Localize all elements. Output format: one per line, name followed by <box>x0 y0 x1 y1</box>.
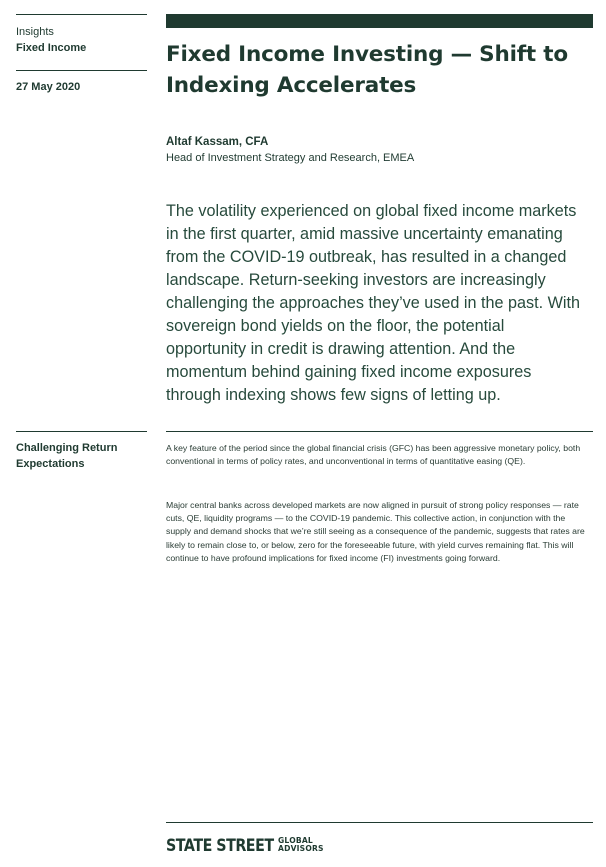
author-name: Altaf Kassam, CFA <box>166 136 269 148</box>
state-street-logo <box>166 835 336 857</box>
lede-paragraph: The volatility experienced on global fixed income markets in the first quarter, amid massive uncertainty emanating from the COVID-19 outbreak, has resulted in a changed landscape. Return-seeking investors are increasingly challenging the approaches they’ve used in the past. With sovereign bond yields on the floor, the potential opportunity in credit is drawing attention. And the momentum behind gaining fixed income exposures through indexing shows few signs of letting up. <box>166 202 580 404</box>
sidebar-top-rule <box>16 14 147 15</box>
category-label: Insights <box>16 26 54 38</box>
section-rule-left <box>16 431 147 432</box>
footer-rule <box>166 822 593 823</box>
publish-date: 27 May 2020 <box>16 81 81 93</box>
body-paragraph: Major central banks across developed markets are now aligned in pursuit of strong policy responses — rate cuts, QE, liquidity programs — to the COVID-19 pandemic. This collective action, in conjunction with the supply and demand shocks that we’re still seeing as a consequence of the pandemic, suggests that rates are likely to remain close to, or below, zero for the foreseeable future, with yield curves remaining flat. This will continue to have profound implications for fixed income (FI) investments going forward. <box>166 500 585 563</box>
topic-label: Fixed Income <box>16 42 87 54</box>
logo-subline-global: GLOBAL <box>278 836 313 845</box>
section-rule-right <box>166 431 593 432</box>
title-bar <box>166 14 593 28</box>
sidebar-mid-rule <box>16 70 147 71</box>
logo-wordmark: STATE STREET <box>166 836 274 856</box>
author-role: Head of Investment Strategy and Research, EMEA <box>166 152 415 164</box>
page-title: Fixed Income Investing — Shift to Indexing Accelerates <box>166 42 568 98</box>
body-paragraph: A key feature of the period since the global financial crisis (GFC) has been aggressive monetary policy, both conventional in terms of policy rates, and unconventional in terms of quantitative easing (QE). <box>166 443 581 467</box>
logo-subline-advisors: ADVISORS <box>278 844 324 853</box>
section-heading: Challenging Return Expectations <box>16 442 118 470</box>
